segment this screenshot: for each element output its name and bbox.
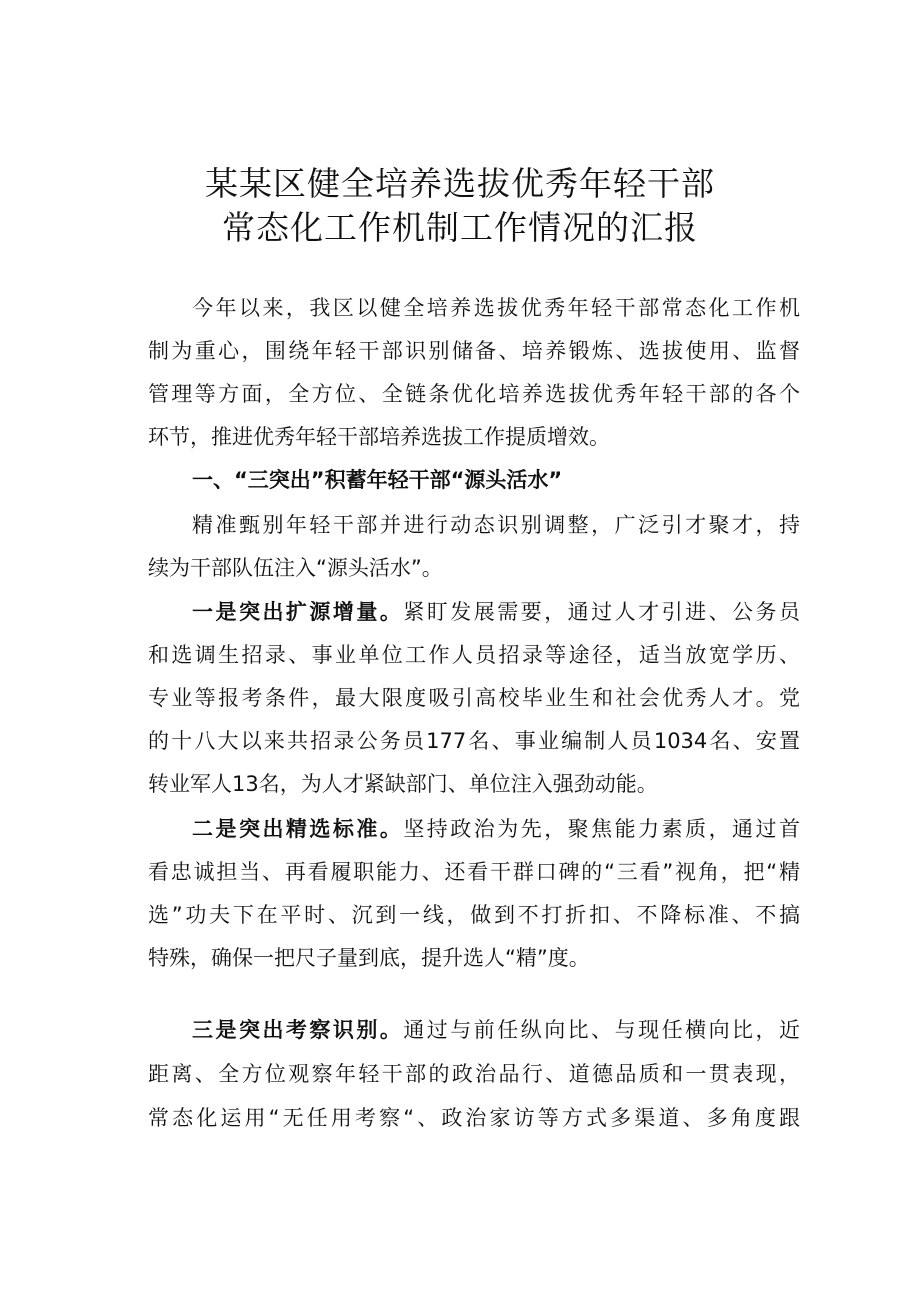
intro-line-2: 制为重心，围绕年轻干部识别储备、培养锻炼、选拔使用、监督 xyxy=(148,339,800,363)
item-3-line-1 xyxy=(192,1009,800,1051)
item-1-line-4: 的十八大以来共招录公务员177名、事业编制人员1034名、安置 xyxy=(148,729,800,753)
item-2-line-3: 选”功夫下在平时、沉到一线，做到不打折扣、不降标准、不搞 xyxy=(148,903,800,927)
item-2-line-1 xyxy=(192,808,800,850)
item-1-line-3: 专业等报考条件，最大限度吸引高校毕业生和社会优秀人才。党 xyxy=(148,686,800,710)
document-title-line-2: 常态化工作机制工作情况的汇报 xyxy=(222,208,698,247)
item-1-line-1 xyxy=(192,591,800,633)
item-2-label: 二是突出精选标准。 xyxy=(192,817,404,841)
item-3-line-2: 距离、全方位观察年轻干部的政治品行、道德品质和一贯表现， xyxy=(148,1062,800,1086)
item-1-line-2: 和选调生招录、事业单位工作人员招录等途径，适当放宽学历、 xyxy=(148,643,800,667)
item-3-line-1-text: 通过与前任纵向比、与现任横向比，近 xyxy=(403,1018,800,1042)
section-1-heading: 一、“三突出”积蓄年轻干部“源头活水” xyxy=(192,468,563,492)
item-3-label: 三是突出考察识别。 xyxy=(192,1018,404,1042)
section-1-lead-line-2: 续为干部队伍注入“源头活水”。 xyxy=(148,556,443,580)
section-1-lead-line-1: 精准甄别年轻干部并进行动态识别调整，广泛引才聚才，持 xyxy=(192,513,800,537)
document-title-line-1: 某某区健全培养选拔优秀年轻干部 xyxy=(205,164,715,203)
intro-line-3: 管理等方面，全方位、全链条优化培养选拔优秀年轻干部的各个 xyxy=(148,382,800,406)
item-2-line-2: 看忠诚担当、再看履职能力、还看干群口碑的“三看”视角，把“精 xyxy=(148,860,800,884)
intro-line-4: 环节，推进优秀年轻干部培养选拔工作提质增效。 xyxy=(148,425,610,449)
item-1-label: 一是突出扩源增量。 xyxy=(192,600,404,624)
item-1-line-5: 转业军人13名，为人才紧缺部门、单位注入强劲动能。 xyxy=(148,772,658,796)
item-1-line-1-text: 紧盯发展需要，通过人才引进、公务员 xyxy=(403,600,800,624)
item-3-line-3: 常态化运用“无任用考察“、政治家访等方式多渠道、多角度跟 xyxy=(148,1106,800,1130)
item-2-line-1-text: 坚持政治为先，聚焦能力素质，通过首 xyxy=(403,817,800,841)
intro-line-1: 今年以来，我区以健全培养选拔优秀年轻干部常态化工作机 xyxy=(192,296,800,320)
item-2-line-4: 特殊，确保一把尺子量到底，提升选人“精”度。 xyxy=(148,946,590,970)
